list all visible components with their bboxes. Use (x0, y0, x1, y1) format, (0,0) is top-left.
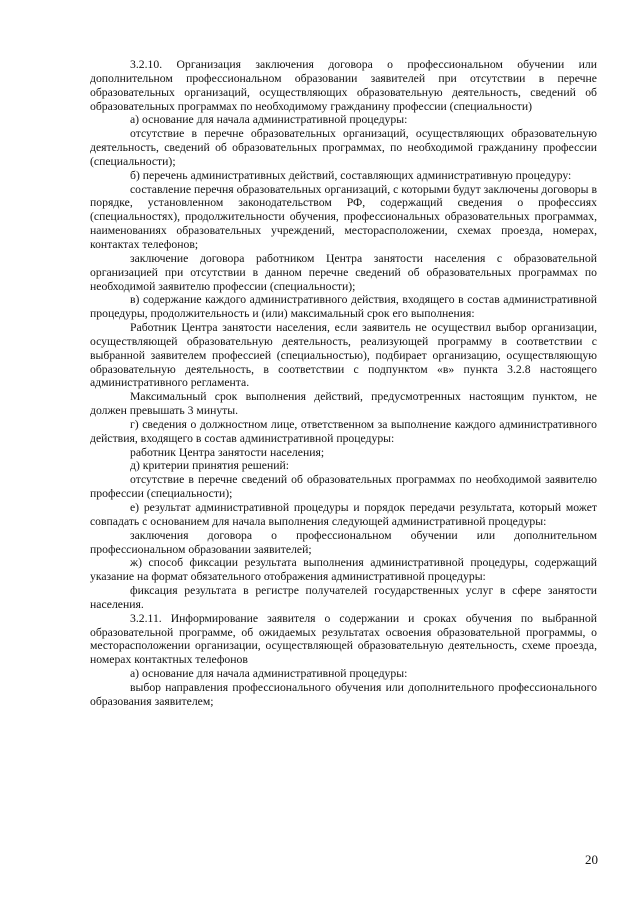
paragraph-contract-conclusion: заключение договора работником Центра занятости населения с образовательной организацией при отсутствии в данном перечне сведений об образовательных программах по необходимой заявителю профессии (специальности); (90, 251, 597, 293)
paragraph-content-v: в) содержание каждого административного действия, входящего в состав административной процедуры, продолжительность и (или) максимальный срок его выполнения: (90, 293, 597, 321)
paragraph-basis-a: а) основание для начала административной процедуры: (130, 113, 408, 127)
paragraph-criteria-absence: отсутствие в перечне сведений об образовательных программах по необходимой заявителю профессии (специальности); (90, 473, 597, 501)
paragraph-official-g: г) сведения о должностном лице, ответственном за выполнение каждого административного действия, входящего в состав административной процедуры: (90, 417, 597, 445)
paragraph-3-2-11-title: 3.2.11. Информирование заявителя о содержании и сроках обучения по выбранной образовательной программе, об ожидаемых результатах освоения образовательной программы, о месторасположении организации, осуществляющей образовательную деятельность, схеме проезда, номерах контактных телефонов (90, 611, 597, 667)
paragraph-list-compilation: составление перечня образовательных организаций, с которыми будут заключены договоры в порядке, установленном законодательством РФ, содержащий сведения о профессиях (специальностях), продолжительности обучения, профессиональных образовательных программах, наименованиях образовательных учреждений, месторасположении, схемах проезда, номерах, контактах телефонов; (90, 182, 597, 251)
paragraph-actions-b: б) перечень административных действий, составляющих административную процедуру: (130, 168, 572, 182)
paragraph-employee-selection: Работник Центра занятости населения, если заявитель не осуществил выбор организации, осуществляющей образовательную деятельность, реализующей программу в соответствии с выбранной заявителем профессией (специальностью), подбирает организацию, осуществляющую образовательную деятельность, в соответствии с подпунктом «в» пункта 3.2.8 настоящего административного регламента. (90, 321, 597, 390)
document-body (90, 58, 597, 709)
page-number: 20 (585, 852, 598, 867)
paragraph-employee: работник Центра занятости населения; (130, 445, 325, 459)
paragraph-result-contract: заключения договора о профессиональном обучении или дополнительном профессиональном образовании заявителей; (90, 528, 597, 556)
paragraph-basis-a-2: а) основание для начала административной процедуры: (130, 667, 408, 681)
paragraph-3-2-10-title: 3.2.10. Организация заключения договора о профессиональном обучении или дополнительном профессиональном образовании заявителей при отсутствии в перечне образовательных организаций, осуществляющих образовательную деятельность, сведений об образовательных программах по необходимому гражданину профессии (специальности) (90, 58, 597, 113)
paragraph-criteria-d: д) критерии принятия решений: (130, 459, 289, 473)
paragraph-max-time: Максимальный срок выполнения действий, предусмотренных настоящим пунктом, не должен превышать 3 минуты. (90, 390, 597, 418)
paragraph-fixation-zh: ж) способ фиксации результата выполнения административной процедуры, содержащий указание на формат обязательного отображения административной процедуры: (90, 556, 597, 584)
paragraph-result-e: е) результат административной процедуры и порядок передачи результата, который может совпадать с основанием для начала выполнения следующей административной процедуры: (90, 501, 597, 528)
paragraph-choice: выбор направления профессионального обучения или дополнительного профессионального образования заявителем; (90, 680, 597, 708)
paragraph-basis-absence: отсутствие в перечне образовательных организаций, осуществляющих образовательную деятельность, сведений об образовательных программах, по необходимой гражданину профессии (специальности); (90, 127, 597, 168)
paragraph-fixation-register: фиксация результата в регистре получателей государственных услуг в сфере занятости населения. (90, 584, 597, 611)
